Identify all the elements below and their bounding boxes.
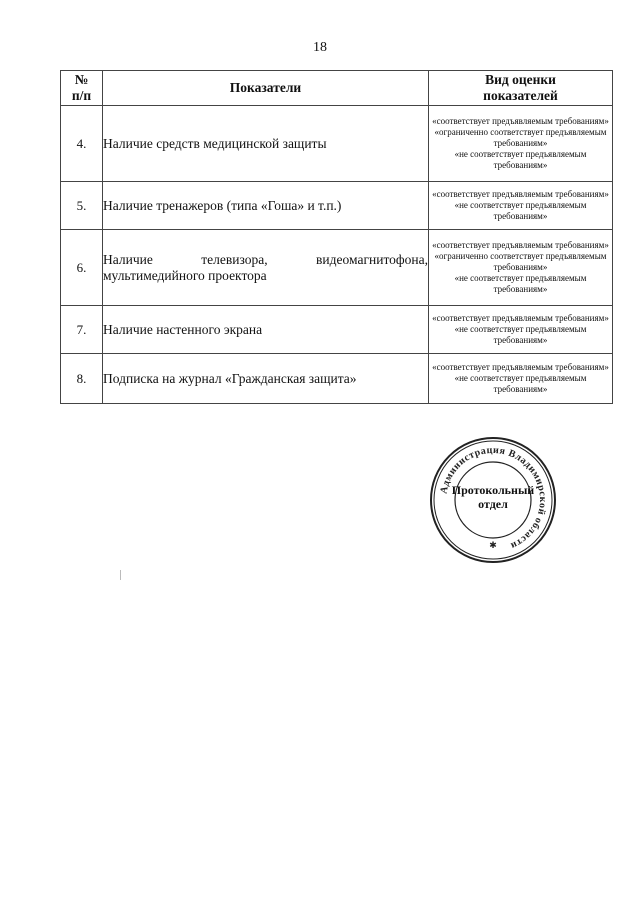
evaluation-option: «не соответствует предъявляемым требованиям» <box>454 324 587 345</box>
table-row <box>61 354 613 404</box>
table-row <box>61 106 613 182</box>
row-num: 8. <box>61 354 103 404</box>
header-evaluation: Вид оценки показателей <box>429 71 613 106</box>
row-num: 5. <box>61 182 103 230</box>
indicators-table <box>60 70 613 404</box>
row-num: 4. <box>61 106 103 182</box>
row-evaluation <box>429 182 613 230</box>
row-evaluation <box>429 306 613 354</box>
scan-speck <box>120 570 121 580</box>
table-row <box>61 182 613 230</box>
row-evaluation <box>429 354 613 404</box>
row-evaluation <box>429 106 613 182</box>
row-evaluation <box>429 230 613 306</box>
evaluation-option: «не соответствует предъявляемым требованиям» <box>454 149 587 170</box>
official-stamp <box>428 435 558 565</box>
table-row <box>61 306 613 354</box>
row-indicator: Наличие тренажеров (типа «Гоша» и т.п.) <box>103 182 429 230</box>
svg-text:✱: ✱ <box>489 540 497 550</box>
page-number: 18 <box>313 40 327 55</box>
row-indicator: Наличие средств медицинской защиты <box>103 106 429 182</box>
evaluation-option: «соответствует предъявляемым требованиям» <box>432 313 609 323</box>
evaluation-option: «не соответствует предъявляемым требованиям» <box>454 373 587 394</box>
header-indicator: Показатели <box>103 71 429 106</box>
evaluation-option: «соответствует предъявляемым требованиям» <box>432 116 609 126</box>
svg-text:Администрация Владимирской обл: Администрация Владимирской области <box>438 444 549 552</box>
row-indicator: Наличие настенного экрана <box>103 306 429 354</box>
evaluation-option: «не соответствует предъявляемым требованиям» <box>454 200 587 221</box>
table-header-row <box>61 71 613 106</box>
row-indicator: Подписка на журнал «Гражданская защита» <box>103 354 429 404</box>
evaluation-option: «соответствует предъявляемым требованиям» <box>432 240 609 250</box>
evaluation-option: «не соответствует предъявляемым требованиям» <box>454 273 587 294</box>
evaluation-option: «ограниченно соответствует предъявляемым требованиям» <box>434 127 607 148</box>
evaluation-option: «ограниченно соответствует предъявляемым требованиям» <box>434 251 607 272</box>
stamp-center-text: Протокольный отдел <box>451 483 535 511</box>
header-num: № п/п <box>61 71 103 106</box>
table-row <box>61 230 613 306</box>
evaluation-option: «соответствует предъявляемым требованиям» <box>432 362 609 372</box>
row-num: 7. <box>61 306 103 354</box>
evaluation-option: «соответствует предъявляемым требованиям» <box>432 189 609 199</box>
row-indicator: Наличие телевизора, видеомагнитофона, мультимедийного проектора <box>103 230 429 306</box>
row-num: 6. <box>61 230 103 306</box>
